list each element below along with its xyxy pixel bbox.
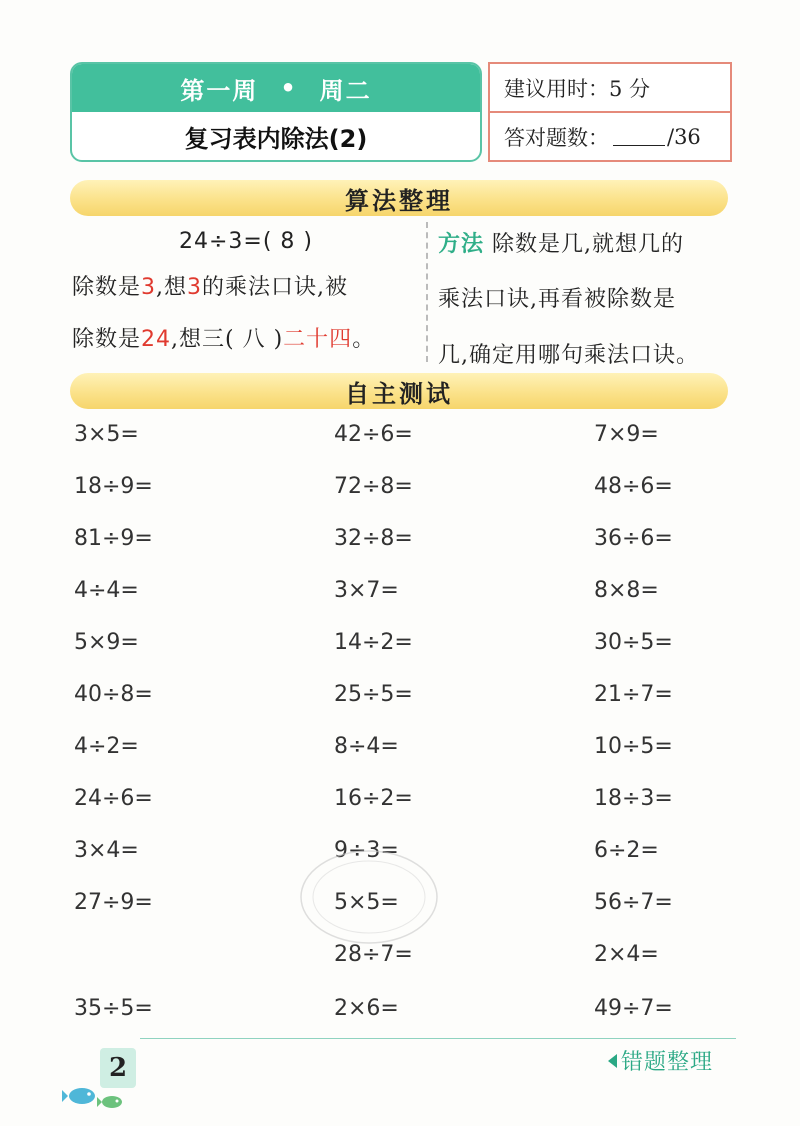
exercise-item: 3×7= (334, 578, 399, 603)
suggested-time: 建议用时：5 分 (504, 76, 651, 101)
score-row (490, 111, 730, 160)
exercise-item: 3×5= (74, 422, 139, 447)
exercise-item: 32÷8= (334, 526, 413, 551)
method-rule (438, 222, 730, 390)
lesson-title: 复习表内除法(2) (184, 124, 368, 153)
page-number: 2 (100, 1048, 136, 1088)
exercise-item: 16÷2= (334, 786, 413, 811)
footer-rule (140, 1038, 736, 1039)
exercise-item: 9÷3= (334, 838, 399, 863)
exercise-item: 24÷6= (74, 786, 153, 811)
highlight-number: 24 (141, 327, 172, 352)
exercise-item: 49÷7= (594, 996, 673, 1021)
exercise-item: 2×6= (334, 996, 399, 1021)
exercise-item: 2×4= (594, 942, 659, 967)
score-box (488, 62, 732, 162)
rule-line-1 (438, 222, 730, 278)
exercise-item: 36÷6= (594, 526, 673, 551)
method-label: 方法 (438, 231, 485, 257)
exercise-item: 4÷2= (74, 734, 139, 759)
text: 除数是 (72, 327, 142, 352)
week-label: 第一周 (180, 76, 259, 105)
exercise-item: 81÷9= (74, 526, 153, 551)
exercise-item: 10÷5= (594, 734, 673, 759)
exercise-item: 48÷6= (594, 474, 673, 499)
exercise-item: 27÷9= (74, 890, 153, 915)
exercise-item: 30÷5= (594, 630, 673, 655)
highlight-number: 3 (187, 275, 203, 300)
exercise-item: 5×5= (334, 890, 399, 915)
exercise-item: 18÷9= (74, 474, 153, 499)
exercise-item: 42÷6= (334, 422, 413, 447)
method-line-2 (72, 314, 420, 366)
exercise-item: 40÷8= (74, 682, 153, 707)
text: 除数是 (72, 275, 142, 300)
section-bar-method: 算法整理 (70, 180, 728, 216)
text: ,想三( 八 ) (171, 327, 284, 352)
exercise-item: 7×9= (594, 422, 659, 447)
score-total: /36 (667, 124, 701, 149)
exercise-item: 35÷5= (74, 996, 153, 1021)
exercise-item: 6÷2= (594, 838, 659, 863)
exercise-item: 72÷8= (334, 474, 413, 499)
score-blank[interactable] (613, 127, 665, 146)
day-label: 周二 (319, 76, 372, 105)
separator-dot: • (280, 74, 298, 102)
rule-line-3: 几,确定用哪句乘法口诀。 (438, 343, 699, 368)
score-label: 答对题数： (504, 125, 609, 150)
exercise-item: 56÷7= (594, 890, 673, 915)
example-equation: 24÷3=( 8 ) (178, 229, 313, 254)
highlight-number: 3 (141, 275, 157, 300)
method-example (72, 222, 420, 366)
exercise-item: 4÷4= (74, 578, 139, 603)
section-bar-test: 自主测试 (70, 373, 728, 409)
fish-decoration-icon (62, 1080, 132, 1114)
highlight-text: 二十四 (283, 327, 353, 352)
errors-review-label: 错题整理 (621, 1050, 714, 1075)
lesson-header (70, 62, 482, 162)
watermark-stamp-icon (294, 842, 444, 952)
exercise-item: 5×9= (74, 630, 139, 655)
dashed-divider (426, 222, 428, 362)
exercise-item: 21÷7= (594, 682, 673, 707)
rule-text: 除数是几,就想几的 (492, 232, 685, 257)
text: 。 (352, 327, 376, 352)
errors-review-link[interactable] (608, 1045, 713, 1076)
week-day-banner (72, 64, 480, 112)
arrow-left-icon (608, 1054, 617, 1068)
exercise-item: 8×8= (594, 578, 659, 603)
exercise-item: 18÷3= (594, 786, 673, 811)
text: 的乘法口诀,被 (202, 275, 349, 300)
exercise-item: 25÷5= (334, 682, 413, 707)
exercise-item: 14÷2= (334, 630, 413, 655)
exercise-item: 28÷7= (334, 942, 413, 967)
exercise-item: 3×4= (74, 838, 139, 863)
method-line-1 (72, 262, 420, 314)
rule-line-2: 乘法口诀,再看被除数是 (438, 287, 676, 312)
exercise-item: 8÷4= (334, 734, 399, 759)
text: ,想 (156, 275, 188, 300)
